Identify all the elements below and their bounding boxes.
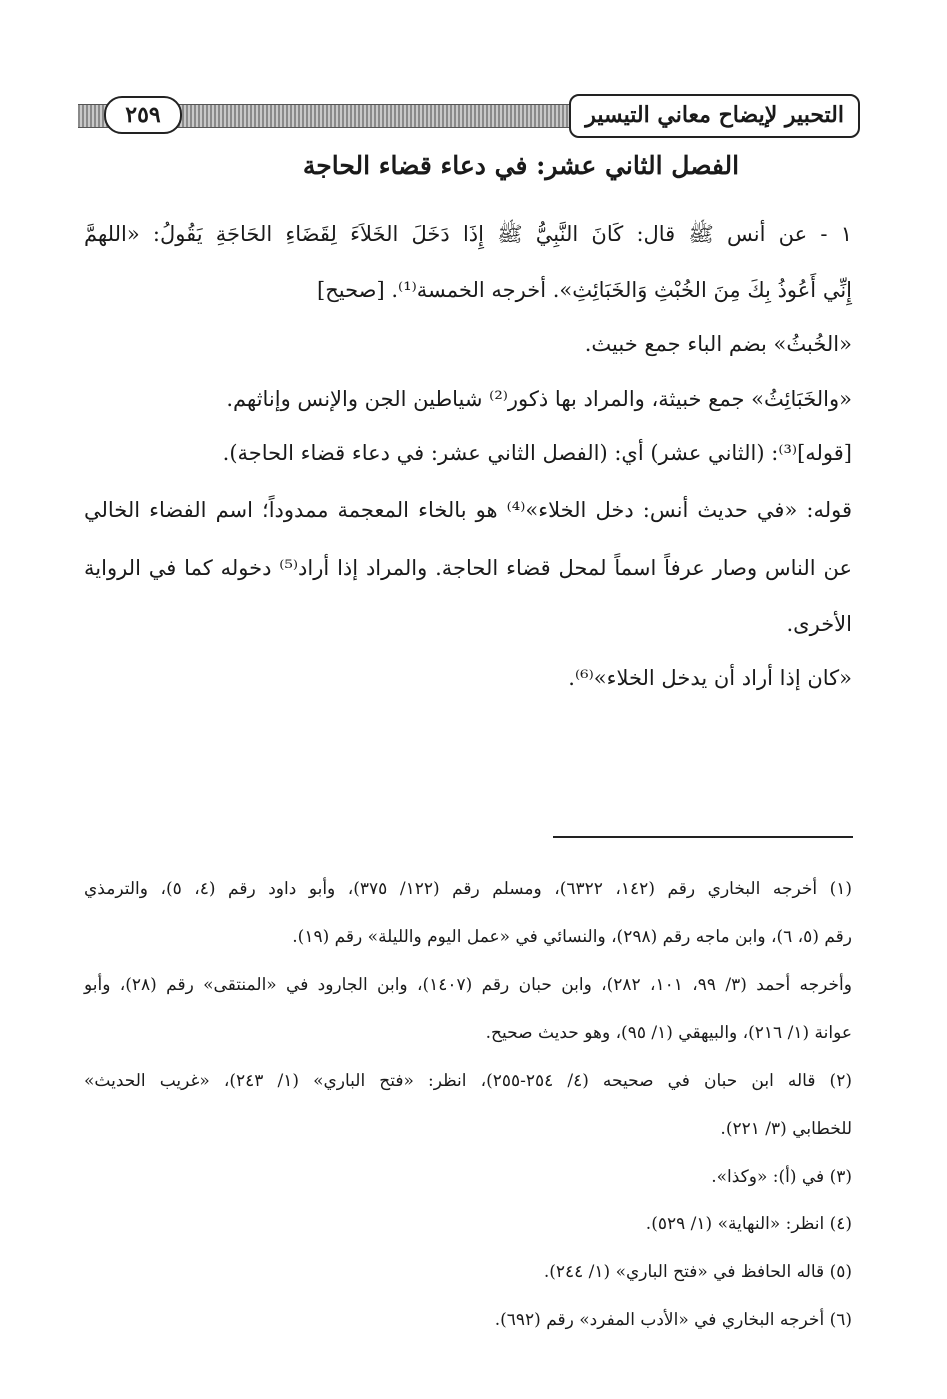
footnote-line: (٦) أخرجه البخاري في «الأدب المفرد» رقم (٦٩٢). [494,1310,852,1330]
main-text-line: الأخرى. [786,612,852,636]
running-title: التحبير لإيضاح معاني التيسير [569,94,860,138]
footnote-line: رقم (٥، ٦)، وابن ماجه رقم (٢٩٨)، والنسائي في «عمل اليوم والليلة» رقم (١٩). [292,927,852,947]
main-text-line: قوله: «في حديث أنس: دخل الخلاء»⁽⁴⁾ هو بالخاء المعجمة ممدوداً؛ اسم الفضاء الخالي [84,498,852,522]
main-text-line: ١ - عن أنس ﷺ قال: كَانَ النَّبِيُّ ﷺ إِذَا دَخَلَ الخَلاَءَ لِقَضَاءِ الحَاجَةِ يَقُولُ: «اللهمَّ [84,222,852,246]
main-text-line: [قوله]⁽³⁾: (الثاني عشر) أي: (الفصل الثاني عشر: في دعاء قضاء الحاجة). [222,441,852,465]
footnote-line: (١) أخرجه البخاري رقم (١٤٢، ٦٣٢٢)، ومسلم رقم (١٢٢/ ٣٧٥)، وأبو داود رقم (٤، ٥)، والترمذي [84,879,853,899]
main-text-line: عن الناس وصار عرفاً اسماً لمحل قضاء الحاجة. والمراد إذا أراد⁽⁵⁾ دخوله كما في الرواية [84,556,852,580]
footnote-separator [553,836,853,838]
main-text-line: «الخُبثُ» بضم الباء جمع خبيث. [584,332,852,356]
page-number: ٢٥٩ [104,96,182,134]
main-text-line: «كان إذا أراد أن يدخل الخلاء»⁽⁶⁾. [568,666,852,690]
footnote-line: (٥) قاله الحافظ في «فتح الباري» (١/ ٢٤٤). [543,1262,852,1282]
page-header [78,94,860,138]
chapter-title: الفصل الثاني عشر: في دعاء قضاء الحاجة [302,151,740,180]
footnote-line: للخطابي (٣/ ٢٢١). [720,1119,852,1139]
footnote-line: عوانة (١/ ٢١٦)، والبيهقي (١/ ٩٥)، وهو حديث صحيح. [485,1023,852,1043]
footnote-line: (٣) في (أ): «وكذا». [711,1167,852,1187]
footnote-line: وأخرجه أحمد (٣/ ٩٩، ١٠١، ٢٨٢)، وابن حبان رقم (١٤٠٧)، وابن الجارود في «المنتقى» رقم (٢٨)، وأبو [84,975,852,995]
main-text-line: إِنِّي أَعُوذُ بِكَ مِنَ الخُبْثِ وَالخَبَائِثِ». أخرجه الخمسة⁽¹⁾. [صحيح] [317,278,852,302]
footnote-line: (٢) قاله ابن حبان في صحيحه (٤/ ٢٥٤-٢٥٥)، انظر: «فتح الباري» (١/ ٢٤٣)، «غريب الحديث» [84,1071,852,1091]
main-text-line: «والخَبَائِثُ» جمع خبيثة، والمراد بها ذكور⁽²⁾ شياطين الجن والإنس وإناثهم. [226,387,852,411]
footnote-line: (٤) انظر: «النهاية» (١/ ٥٢٩). [645,1214,852,1234]
